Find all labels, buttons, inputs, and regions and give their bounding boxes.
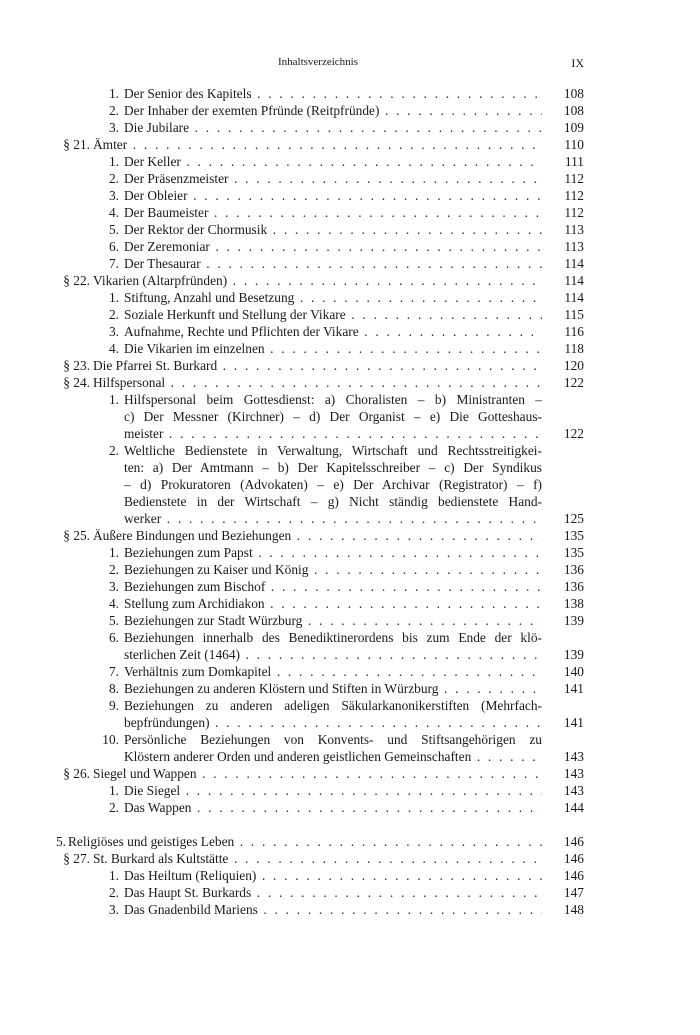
toc-entry-page: 112: [564, 205, 584, 220]
toc-entry-number: 4.: [108, 341, 119, 356]
toc-entry: [52, 833, 584, 850]
toc-entry-page: 108: [563, 86, 584, 101]
toc-entry-last-line: Soziale Herkunft und Stellung der Vikare . . .: [124, 306, 542, 323]
toc-entry-last-line: Ämter . . .: [93, 136, 542, 153]
toc-entry-number: 4.: [108, 205, 119, 220]
toc-entry-number: 1.: [108, 545, 119, 560]
toc-entry: [52, 255, 584, 272]
toc-entry-number: 3.: [108, 120, 119, 135]
toc-entry: [52, 221, 584, 238]
toc-entry-title: [124, 238, 542, 255]
toc-entry-number: § 23.: [63, 358, 90, 373]
toc-entry-last-line: Die Siegel . . .: [124, 782, 542, 799]
toc-entry-page: 113: [564, 222, 584, 237]
toc-entry-line: – d) Prokuratoren (Advokaten) – e) Der Archivar (Registrator) – f): [124, 477, 542, 492]
toc-entry-line: Weltliche Bedienstete in Verwaltung, Wirtschaft und Rechtsstreitigkei-: [124, 443, 542, 458]
toc-entry-number: 6.: [108, 239, 119, 254]
running-title: Inhaltsverzeichnis: [277, 56, 359, 68]
toc-entry-number: 3.: [108, 324, 119, 339]
toc-entry-page: 109: [563, 120, 584, 135]
toc-entry-number: 3.: [108, 188, 119, 203]
toc-entry-number: § 27.: [63, 851, 90, 866]
toc-entry-title: [124, 680, 542, 697]
toc-entry-number: 7.: [108, 256, 119, 271]
toc-entry-last-line: Das Gnadenbild Mariens . . .: [124, 901, 542, 918]
toc-entry-title: [124, 663, 542, 680]
toc-entry: [52, 527, 584, 544]
toc-entry-title: [124, 153, 542, 170]
toc-entry: [52, 442, 584, 527]
toc-entry-number: 10.: [102, 732, 119, 747]
toc-entry-last-line: Aufnahme, Rechte und Pflichten der Vikare . . .: [124, 323, 542, 340]
toc-entry: [52, 170, 584, 187]
toc-entry-number: 5.: [108, 613, 119, 628]
toc-entry: [52, 663, 584, 680]
toc-entry-title: [124, 221, 542, 238]
toc-entry-number: § 26.: [63, 766, 90, 781]
toc-entry-last-line: Beziehungen zur Stadt Würzburg . . .: [124, 612, 542, 629]
toc-entry: [52, 561, 584, 578]
toc-entry-title: [124, 391, 542, 442]
toc-entry-number: 2.: [108, 885, 119, 900]
toc-entry-last-line: Der Rektor der Chormusik . . .: [124, 221, 542, 238]
toc-entry-number: 4.: [108, 596, 119, 611]
toc-entry-page: 143: [563, 783, 584, 798]
toc-entry-title: [124, 85, 542, 102]
toc-entry-page: 122: [563, 375, 584, 390]
toc-entry-page: 143: [563, 749, 584, 764]
toc-entry-last-line: Der Thesaurar . . .: [124, 255, 542, 272]
toc-entry-page: 113: [564, 239, 584, 254]
toc-entry-page: 120: [563, 358, 584, 373]
toc-entry: [52, 306, 584, 323]
toc-entry-page: 148: [563, 902, 584, 917]
toc-entry-last-line: Der Keller . . .: [124, 153, 542, 170]
toc-entry-title: [124, 595, 542, 612]
toc-entry-title: [124, 170, 542, 187]
toc-entry-last-line: Klöstern anderer Orden und anderen geistlichen Gemeinschaften . . .: [124, 748, 542, 765]
toc-entry: [52, 629, 584, 663]
toc-entry: [52, 272, 584, 289]
toc-entry-last-line: Verhältnis zum Domkapitel . . .: [124, 663, 542, 680]
toc-entry-last-line: Das Heiltum (Reliquien) . . .: [124, 867, 542, 884]
toc-entry-page: 146: [563, 851, 584, 866]
toc-entry-number: 2.: [108, 562, 119, 577]
toc-entry: [52, 731, 584, 765]
toc-entry: [52, 187, 584, 204]
toc-entry-title: [124, 901, 542, 918]
toc-entry-last-line: Das Wappen . . .: [124, 799, 542, 816]
toc-entry-number: 1.: [108, 392, 119, 407]
toc-entry-title: [93, 374, 542, 391]
toc-entry-title: [124, 204, 542, 221]
toc-entry-page: 114: [564, 273, 584, 288]
toc-entry-number: 9.: [108, 698, 119, 713]
toc-entry: [52, 323, 584, 340]
toc-entry-page: 112: [564, 171, 584, 186]
toc-entry-title: [93, 527, 542, 544]
toc-entry-title: [93, 765, 542, 782]
toc-entry-number: 2.: [108, 800, 119, 815]
toc-entry: [52, 153, 584, 170]
toc-entry-last-line: Der Obleier . . .: [124, 187, 542, 204]
toc-entry-title: [124, 102, 542, 119]
toc-entry-title: [124, 612, 542, 629]
toc-entry-page: 135: [563, 545, 584, 560]
toc-entry: [52, 765, 584, 782]
toc-entry-page: 147: [563, 885, 584, 900]
toc-entry-last-line: Stiftung, Anzahl und Besetzung . . .: [124, 289, 542, 306]
toc-entry-title: [93, 357, 542, 374]
toc-entry: [52, 357, 584, 374]
toc-entry-last-line: Religiöses und geistiges Leben . . .: [68, 833, 542, 850]
toc-entry: [52, 119, 584, 136]
toc-entry-number: 2.: [108, 307, 119, 322]
toc-entry-last-line: St. Burkard als Kultstätte . . .: [93, 850, 542, 867]
toc-entry-page: 111: [564, 154, 584, 169]
toc-entry-last-line: Beziehungen zu Kaiser und König . . .: [124, 561, 542, 578]
toc-entry: [52, 340, 584, 357]
toc-entry-page: 143: [563, 766, 584, 781]
toc-entry-title: [124, 561, 542, 578]
toc-entry-number: § 21.: [63, 137, 90, 152]
running-header: [52, 56, 584, 72]
toc-entry-page: 140: [563, 664, 584, 679]
toc-entry-page: 125: [563, 511, 584, 526]
toc-entry-title: [124, 306, 542, 323]
toc-entry-last-line: meister . . .: [124, 425, 542, 442]
toc-entry-page: 135: [563, 528, 584, 543]
toc-entry-number: 8.: [108, 681, 119, 696]
toc-entry: [52, 391, 584, 442]
toc-entry: [52, 680, 584, 697]
toc-entry-title: [124, 119, 542, 136]
toc-entry-title: [124, 629, 542, 663]
toc-entry-title: [124, 697, 542, 731]
toc-entry: [52, 612, 584, 629]
toc-entry-line: c) Der Messner (Kirchner) – d) Der Organist – e) Die Gotteshaus-: [124, 409, 542, 424]
toc-entry: [52, 289, 584, 306]
toc-entry-last-line: Beziehungen zum Bischof . . .: [124, 578, 542, 595]
toc-entry-last-line: Vikarien (Altarpfründen) . . .: [93, 272, 542, 289]
toc-entry-title: [124, 289, 542, 306]
toc-entry: [52, 799, 584, 816]
toc-entry-last-line: Die Jubilare . . .: [124, 119, 542, 136]
toc-entry-page: 114: [564, 256, 584, 271]
toc-entry-number: § 24.: [63, 375, 90, 390]
toc-entry-number: 6.: [108, 630, 119, 645]
toc-entry-title: [124, 884, 542, 901]
toc-entry-last-line: werker . . .: [124, 510, 542, 527]
toc-entry-number: 2.: [108, 103, 119, 118]
toc-entry-last-line: Die Vikarien im einzelnen . . .: [124, 340, 542, 357]
toc-entry-page: 115: [564, 307, 584, 322]
toc-entry-page: 141: [563, 715, 584, 730]
toc-entry-title: [124, 323, 542, 340]
toc-entry-number: 5.: [108, 222, 119, 237]
toc-entry-last-line: Der Inhaber der exemten Pfründe (Reitpfründe) . . .: [124, 102, 542, 119]
toc-entry-last-line: Der Baumeister . . .: [124, 204, 542, 221]
toc-entry-number: 1.: [108, 783, 119, 798]
toc-entry-line: Beziehungen zu anderen adeligen Säkularkanonikerstiften (Mehrfach-: [124, 698, 542, 713]
toc-entry-number: 5.: [55, 834, 66, 849]
toc-entry: [52, 136, 584, 153]
toc-entry-number: 7.: [108, 664, 119, 679]
toc-entry-title: [124, 867, 542, 884]
toc-entry: [52, 850, 584, 867]
toc-entry-last-line: Siegel und Wappen . . .: [93, 765, 542, 782]
toc-entry-last-line: Der Präsenzmeister . . .: [124, 170, 542, 187]
toc-entry-last-line: bepfründungen) . . .: [124, 714, 542, 731]
toc-entry-title: [68, 833, 542, 850]
toc-entry-number: 1.: [108, 154, 119, 169]
toc-entry-page: 141: [563, 681, 584, 696]
toc-entry: [52, 102, 584, 119]
toc-entry-page: 144: [563, 800, 584, 815]
toc-entry-line: Persönliche Beziehungen von Konvents- und Stiftsangehörigen zu: [124, 732, 542, 747]
toc-entry-last-line: Die Pfarrei St. Burkard . . .: [93, 357, 542, 374]
toc-entry-last-line: Hilfspersonal . . .: [93, 374, 542, 391]
toc-entry-page: 112: [564, 188, 584, 203]
toc-entry: [52, 697, 584, 731]
toc-entry-title: [124, 578, 542, 595]
toc-entry-page: 114: [564, 290, 584, 305]
toc-entry-line: ten: a) Der Amtmann – b) Der Kapitelsschreiber – c) Der Syndikus: [124, 460, 542, 475]
toc-entry-line: Bedienstete in der Wirtschaft – g) Nicht ständig bedienstete Hand-: [124, 494, 542, 509]
toc-entry-number: 3.: [108, 902, 119, 917]
toc-entry-page: 138: [563, 596, 584, 611]
toc-entry: [52, 204, 584, 221]
page-number: IX: [571, 56, 584, 70]
toc-entry-number: § 22.: [63, 273, 90, 288]
toc-entry-page: 146: [563, 834, 584, 849]
toc-entry-title: [93, 850, 542, 867]
toc-entry-last-line: sterlichen Zeit (1464) . . .: [124, 646, 542, 663]
table-of-contents: [52, 85, 584, 918]
toc-entry-number: 2.: [108, 443, 119, 458]
toc-entry-last-line: Beziehungen zu anderen Klöstern und Stiften in Würzburg . . .: [124, 680, 542, 697]
toc-entry-last-line: Stellung zum Archidiakon . . .: [124, 595, 542, 612]
toc-entry: [52, 901, 584, 918]
toc-entry-last-line: Äußere Bindungen und Beziehungen . . .: [93, 527, 542, 544]
toc-entry-page: 118: [564, 341, 584, 356]
toc-entry-number: 3.: [108, 579, 119, 594]
toc-entry: [52, 884, 584, 901]
toc-entry-title: [124, 782, 542, 799]
toc-entry-page: 108: [563, 103, 584, 118]
toc-entry-last-line: Das Haupt St. Burkards . . .: [124, 884, 542, 901]
toc-entry: [52, 595, 584, 612]
toc-entry-title: [124, 544, 542, 561]
toc-entry: [52, 374, 584, 391]
toc-entry-title: [124, 255, 542, 272]
toc-entry-title: [93, 272, 542, 289]
toc-entry-page: 110: [564, 137, 584, 152]
toc-entry-title: [124, 340, 542, 357]
toc-entry-last-line: Beziehungen zum Papst . . .: [124, 544, 542, 561]
toc-entry-page: 136: [563, 562, 584, 577]
toc-entry-title: [124, 799, 542, 816]
toc-entry-number: 1.: [108, 868, 119, 883]
toc-entry-number: 1.: [108, 290, 119, 305]
toc-entry: [52, 782, 584, 799]
toc-entry-title: [124, 187, 542, 204]
toc-entry-last-line: Der Zeremoniar . . .: [124, 238, 542, 255]
toc-entry: [52, 544, 584, 561]
toc-entry-number: § 25.: [63, 528, 90, 543]
toc-entry-page: 146: [563, 868, 584, 883]
toc-entry-title: [93, 136, 542, 153]
toc-entry-number: 2.: [108, 171, 119, 186]
toc-entry-page: 139: [563, 613, 584, 628]
toc-entry: [52, 578, 584, 595]
toc-entry-last-line: Der Senior des Kapitels . . .: [124, 85, 542, 102]
toc-entry-number: 1.: [108, 86, 119, 101]
toc-entry-page: 122: [563, 426, 584, 441]
toc-entry-page: 116: [564, 324, 584, 339]
toc-entry: [52, 867, 584, 884]
toc-entry-line: Hilfspersonal beim Gottesdienst: a) Choralisten – b) Ministranten –: [124, 392, 542, 407]
toc-entry: [52, 238, 584, 255]
toc-entry-title: [124, 442, 542, 527]
toc-entry: [52, 85, 584, 102]
toc-entry-line: Beziehungen innerhalb des Benediktinerordens bis zum Ende der klö-: [124, 630, 542, 645]
toc-entry-page: 139: [563, 647, 584, 662]
toc-entry-page: 136: [563, 579, 584, 594]
toc-entry-title: [124, 731, 542, 765]
